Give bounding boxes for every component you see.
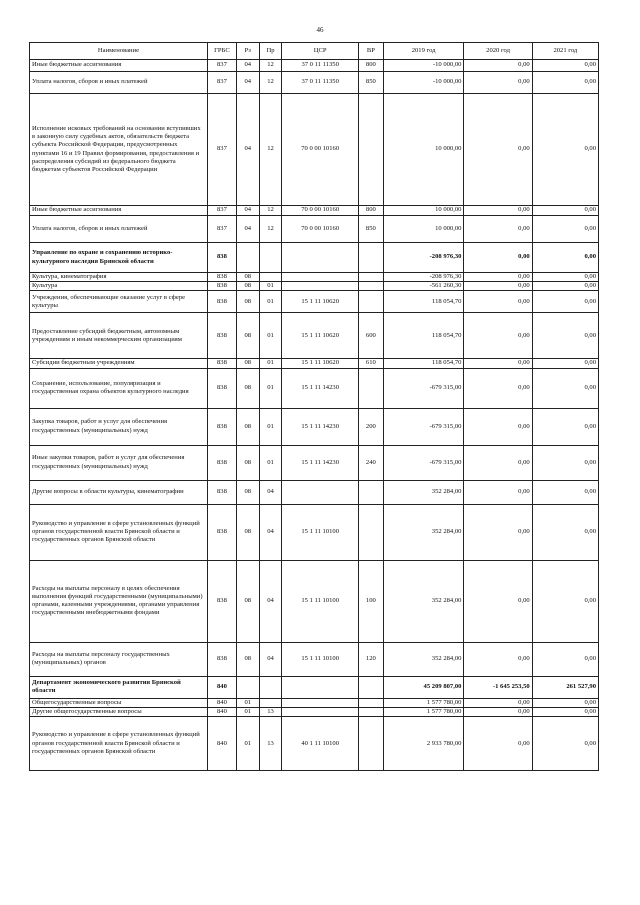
row-2019-cell: 1 577 780,00 xyxy=(383,698,464,707)
row-pr-cell: 01 xyxy=(259,359,282,368)
row-2021-cell: 0,00 xyxy=(532,445,598,480)
col-header-csr: ЦСР xyxy=(282,43,359,60)
row-2020-cell: 0,00 xyxy=(464,480,532,504)
row-rz-cell: 08 xyxy=(236,408,259,445)
row-pr-cell: 01 xyxy=(259,445,282,480)
row-2019-cell: 352 284,00 xyxy=(383,560,464,642)
row-rz-cell: 04 xyxy=(236,216,259,243)
row-name-cell: Другие общегосударственные вопросы xyxy=(30,707,208,716)
row-name-cell: Закупка товаров, работ и услуг для обеспечения государственных (муниципальных) нужд xyxy=(30,408,208,445)
row-rz-cell: 01 xyxy=(236,717,259,771)
row-name-cell: Расходы на выплаты персоналу государственных (муниципальных) органов xyxy=(30,642,208,676)
table-header-row xyxy=(30,43,599,60)
row-2019-cell: 10 000,00 xyxy=(383,94,464,206)
row-rz-cell xyxy=(236,243,259,273)
row-2021-cell: 0,00 xyxy=(532,273,598,282)
row-2019-cell: 118 054,70 xyxy=(383,359,464,368)
row-rz-cell: 08 xyxy=(236,368,259,408)
row-pr-cell: 13 xyxy=(259,707,282,716)
row-csr-cell: 15 1 11 10620 xyxy=(282,359,359,368)
row-2020-cell: 0,00 xyxy=(464,282,532,291)
row-pr-cell: 01 xyxy=(259,368,282,408)
row-name-cell: Руководство и управление в сфере установленных функций органов государственной власти Брянской области и государственных органов Брянской области xyxy=(30,717,208,771)
row-2019-cell: 352 284,00 xyxy=(383,642,464,676)
row-name-cell: Управление по охране и сохранению историко-культурного наследия Брянской области xyxy=(30,243,208,273)
row-2020-cell: 0,00 xyxy=(464,560,532,642)
row-pr-cell: 01 xyxy=(259,282,282,291)
row-name-cell: Иные бюджетные ассигнования xyxy=(30,206,208,216)
row-2021-cell: 0,00 xyxy=(532,94,598,206)
row-name-cell: Учреждения, обеспечивающие оказание услуг в сфере культуры xyxy=(30,291,208,313)
row-csr-cell xyxy=(282,282,359,291)
row-name-cell: Культура, кинематография xyxy=(30,273,208,282)
row-2019-cell: -10 000,00 xyxy=(383,60,464,72)
row-csr-cell xyxy=(282,676,359,698)
row-pr-cell: 13 xyxy=(259,717,282,771)
row-2020-cell: 0,00 xyxy=(464,698,532,707)
table-row xyxy=(30,642,599,676)
row-csr-cell: 15 1 11 10100 xyxy=(282,504,359,560)
row-2020-cell: 0,00 xyxy=(464,445,532,480)
row-grbs-cell: 837 xyxy=(207,206,236,216)
row-2019-cell: 118 054,70 xyxy=(383,313,464,359)
row-pr-cell xyxy=(259,698,282,707)
row-2021-cell: 0,00 xyxy=(532,72,598,94)
row-pr-cell: 12 xyxy=(259,206,282,216)
table-row xyxy=(30,282,599,291)
row-pr-cell: 01 xyxy=(259,313,282,359)
row-grbs-cell: 837 xyxy=(207,216,236,243)
table-row xyxy=(30,72,599,94)
row-name-cell: Культура xyxy=(30,282,208,291)
row-2021-cell: 0,00 xyxy=(532,480,598,504)
row-csr-cell: 37 0 11 11350 xyxy=(282,60,359,72)
row-rz-cell xyxy=(236,676,259,698)
table-row xyxy=(30,408,599,445)
row-csr-cell xyxy=(282,243,359,273)
table-row xyxy=(30,560,599,642)
row-pr-cell xyxy=(259,273,282,282)
row-2020-cell: 0,00 xyxy=(464,94,532,206)
row-name-cell: Исполнение исковых требований на основании вступивших в законную силу судебных актов, обязательств бюджета субъекта Российской Федерации, предусмотренных пунктами 16 и 19 Правил формирования, предоставления и распределения субсидий из федерального бюджета бюджетам субъектов Российской Федерации xyxy=(30,94,208,206)
table-row xyxy=(30,206,599,216)
table-row xyxy=(30,480,599,504)
row-2019-cell: -208 976,30 xyxy=(383,273,464,282)
row-pr-cell: 01 xyxy=(259,291,282,313)
row-rz-cell: 08 xyxy=(236,445,259,480)
table-row xyxy=(30,291,599,313)
row-vr-cell: 850 xyxy=(358,216,383,243)
row-rz-cell: 08 xyxy=(236,642,259,676)
col-header-vr: ВР xyxy=(358,43,383,60)
col-header-2020: 2020 год xyxy=(464,43,532,60)
row-vr-cell: 100 xyxy=(358,560,383,642)
row-2019-cell: 118 054,70 xyxy=(383,291,464,313)
budget-table xyxy=(29,42,599,771)
table-row xyxy=(30,243,599,273)
row-grbs-cell: 838 xyxy=(207,408,236,445)
row-csr-cell: 37 0 11 11350 xyxy=(282,72,359,94)
row-vr-cell: 850 xyxy=(358,72,383,94)
row-2020-cell: 0,00 xyxy=(464,359,532,368)
row-vr-cell: 800 xyxy=(358,60,383,72)
row-vr-cell xyxy=(358,368,383,408)
row-2019-cell: -679 315,00 xyxy=(383,408,464,445)
row-name-cell: Сохранение, использование, популяризация и государственная охрана объектов культурного наследия xyxy=(30,368,208,408)
row-2019-cell: -679 315,00 xyxy=(383,445,464,480)
row-2021-cell: 0,00 xyxy=(532,313,598,359)
row-2019-cell: 352 284,00 xyxy=(383,504,464,560)
row-2021-cell: 0,00 xyxy=(532,282,598,291)
row-csr-cell: 15 1 11 14230 xyxy=(282,408,359,445)
row-name-cell: Уплата налогов, сборов и иных платежей xyxy=(30,216,208,243)
page-number: 46 xyxy=(316,26,324,34)
row-csr-cell: 15 1 11 14230 xyxy=(282,445,359,480)
col-header-grbs: ГРБС xyxy=(207,43,236,60)
row-pr-cell xyxy=(259,243,282,273)
row-vr-cell: 240 xyxy=(358,445,383,480)
row-vr-cell: 610 xyxy=(358,359,383,368)
row-2019-cell: -208 976,30 xyxy=(383,243,464,273)
table-row xyxy=(30,707,599,716)
row-rz-cell: 08 xyxy=(236,359,259,368)
row-vr-cell xyxy=(358,94,383,206)
row-grbs-cell: 838 xyxy=(207,480,236,504)
row-name-cell: Департамент экономического развития Брянской области xyxy=(30,676,208,698)
row-csr-cell: 70 0 00 10160 xyxy=(282,216,359,243)
row-pr-cell: 12 xyxy=(259,94,282,206)
row-name-cell: Расходы на выплаты персоналу в целях обеспечения выполнения функций государственными (муниципальными) органами, казенными учреждениями, органами управления государственными внебюджетными фондами xyxy=(30,560,208,642)
row-rz-cell: 08 xyxy=(236,273,259,282)
row-2020-cell: 0,00 xyxy=(464,707,532,716)
row-grbs-cell: 838 xyxy=(207,291,236,313)
row-2020-cell: 0,00 xyxy=(464,206,532,216)
table-body xyxy=(30,60,599,771)
row-2020-cell: 0,00 xyxy=(464,216,532,243)
row-csr-cell: 15 1 11 10100 xyxy=(282,642,359,676)
row-2019-cell: -10 000,00 xyxy=(383,72,464,94)
row-vr-cell xyxy=(358,717,383,771)
row-2021-cell: 0,00 xyxy=(532,368,598,408)
row-rz-cell: 08 xyxy=(236,560,259,642)
row-csr-cell xyxy=(282,480,359,504)
row-grbs-cell: 837 xyxy=(207,60,236,72)
row-name-cell: Субсидии бюджетным учреждениям xyxy=(30,359,208,368)
row-2021-cell: 0,00 xyxy=(532,642,598,676)
row-pr-cell: 04 xyxy=(259,480,282,504)
row-name-cell: Иные закупки товаров, работ и услуг для обеспечения государственных (муниципальных) нужд xyxy=(30,445,208,480)
row-pr-cell: 04 xyxy=(259,504,282,560)
table-row xyxy=(30,504,599,560)
row-vr-cell xyxy=(358,676,383,698)
col-header-name: Наименование xyxy=(30,43,208,60)
row-vr-cell xyxy=(358,698,383,707)
row-name-cell: Руководство и управление в сфере установленных функций органов государственной власти Брянской области и государственных органов Брянской области xyxy=(30,504,208,560)
row-2019-cell: -561 260,30 xyxy=(383,282,464,291)
row-2019-cell: 2 933 780,00 xyxy=(383,717,464,771)
row-csr-cell: 70 0 00 10160 xyxy=(282,206,359,216)
row-grbs-cell: 838 xyxy=(207,504,236,560)
row-2020-cell: 0,00 xyxy=(464,291,532,313)
row-grbs-cell: 838 xyxy=(207,273,236,282)
row-vr-cell xyxy=(358,291,383,313)
row-2021-cell: 0,00 xyxy=(532,216,598,243)
row-2021-cell: 0,00 xyxy=(532,359,598,368)
row-2021-cell: 0,00 xyxy=(532,60,598,72)
row-grbs-cell: 840 xyxy=(207,717,236,771)
row-grbs-cell: 840 xyxy=(207,676,236,698)
table-row xyxy=(30,94,599,206)
row-2021-cell: 0,00 xyxy=(532,698,598,707)
table-row xyxy=(30,313,599,359)
row-vr-cell: 800 xyxy=(358,206,383,216)
row-2020-cell: -1 645 253,50 xyxy=(464,676,532,698)
row-grbs-cell: 838 xyxy=(207,368,236,408)
row-csr-cell: 15 1 11 10100 xyxy=(282,560,359,642)
row-grbs-cell: 838 xyxy=(207,445,236,480)
row-2020-cell: 0,00 xyxy=(464,313,532,359)
row-grbs-cell: 838 xyxy=(207,359,236,368)
row-name-cell: Уплата налогов, сборов и иных платежей xyxy=(30,72,208,94)
row-pr-cell: 12 xyxy=(259,216,282,243)
row-2019-cell: 10 000,00 xyxy=(383,206,464,216)
row-csr-cell: 70 0 00 10160 xyxy=(282,94,359,206)
row-name-cell: Предоставление субсидий бюджетным, автономным учреждениям и иным некоммерческим организациям xyxy=(30,313,208,359)
row-rz-cell: 08 xyxy=(236,504,259,560)
row-vr-cell xyxy=(358,707,383,716)
row-vr-cell xyxy=(358,282,383,291)
row-2021-cell: 0,00 xyxy=(532,243,598,273)
row-vr-cell: 600 xyxy=(358,313,383,359)
row-vr-cell xyxy=(358,243,383,273)
row-2020-cell: 0,00 xyxy=(464,243,532,273)
col-header-pr: Пр xyxy=(259,43,282,60)
row-pr-cell: 12 xyxy=(259,72,282,94)
row-vr-cell xyxy=(358,504,383,560)
table-row xyxy=(30,717,599,771)
row-2019-cell: 352 284,00 xyxy=(383,480,464,504)
row-csr-cell: 15 1 11 10620 xyxy=(282,313,359,359)
row-rz-cell: 01 xyxy=(236,707,259,716)
row-pr-cell: 04 xyxy=(259,642,282,676)
row-grbs-cell: 838 xyxy=(207,282,236,291)
table-row xyxy=(30,676,599,698)
row-csr-cell: 15 1 11 10620 xyxy=(282,291,359,313)
table-row xyxy=(30,359,599,368)
row-2021-cell: 0,00 xyxy=(532,504,598,560)
row-rz-cell: 01 xyxy=(236,698,259,707)
row-grbs-cell: 837 xyxy=(207,94,236,206)
row-name-cell: Другие вопросы в области культуры, кинематографии xyxy=(30,480,208,504)
row-2021-cell: 0,00 xyxy=(532,707,598,716)
table-row xyxy=(30,368,599,408)
row-rz-cell: 04 xyxy=(236,72,259,94)
row-vr-cell xyxy=(358,273,383,282)
row-pr-cell: 04 xyxy=(259,560,282,642)
row-name-cell: Иные бюджетные ассигнования xyxy=(30,60,208,72)
row-2021-cell: 0,00 xyxy=(532,560,598,642)
row-rz-cell: 04 xyxy=(236,60,259,72)
row-pr-cell: 01 xyxy=(259,408,282,445)
row-rz-cell: 08 xyxy=(236,291,259,313)
row-vr-cell xyxy=(358,480,383,504)
row-2020-cell: 0,00 xyxy=(464,642,532,676)
row-2019-cell: -679 315,00 xyxy=(383,368,464,408)
row-vr-cell: 120 xyxy=(358,642,383,676)
row-2020-cell: 0,00 xyxy=(464,717,532,771)
col-header-2021: 2021 год xyxy=(532,43,598,60)
row-rz-cell: 08 xyxy=(236,313,259,359)
table-row xyxy=(30,60,599,72)
row-2020-cell: 0,00 xyxy=(464,273,532,282)
row-csr-cell: 40 1 11 10100 xyxy=(282,717,359,771)
row-2019-cell: 10 000,00 xyxy=(383,216,464,243)
row-2021-cell: 0,00 xyxy=(532,408,598,445)
table-row xyxy=(30,445,599,480)
row-vr-cell: 200 xyxy=(358,408,383,445)
row-2020-cell: 0,00 xyxy=(464,504,532,560)
row-2019-cell: 45 209 807,00 xyxy=(383,676,464,698)
row-2019-cell: 1 577 780,00 xyxy=(383,707,464,716)
row-csr-cell xyxy=(282,707,359,716)
row-grbs-cell: 840 xyxy=(207,698,236,707)
table-row xyxy=(30,698,599,707)
row-2020-cell: 0,00 xyxy=(464,368,532,408)
row-2021-cell: 261 527,90 xyxy=(532,676,598,698)
table-row xyxy=(30,273,599,282)
row-csr-cell: 15 1 11 14230 xyxy=(282,368,359,408)
row-grbs-cell: 838 xyxy=(207,313,236,359)
row-2020-cell: 0,00 xyxy=(464,72,532,94)
row-grbs-cell: 838 xyxy=(207,642,236,676)
col-header-rz: Рз xyxy=(236,43,259,60)
row-2020-cell: 0,00 xyxy=(464,408,532,445)
row-csr-cell xyxy=(282,273,359,282)
row-grbs-cell: 838 xyxy=(207,560,236,642)
row-name-cell: Общегосударственные вопросы xyxy=(30,698,208,707)
table-row xyxy=(30,216,599,243)
row-pr-cell xyxy=(259,676,282,698)
row-grbs-cell: 838 xyxy=(207,243,236,273)
row-2020-cell: 0,00 xyxy=(464,60,532,72)
row-grbs-cell: 840 xyxy=(207,707,236,716)
row-rz-cell: 08 xyxy=(236,480,259,504)
row-grbs-cell: 837 xyxy=(207,72,236,94)
row-rz-cell: 04 xyxy=(236,206,259,216)
col-header-2019: 2019 год xyxy=(383,43,464,60)
row-2021-cell: 0,00 xyxy=(532,717,598,771)
row-csr-cell xyxy=(282,698,359,707)
row-2021-cell: 0,00 xyxy=(532,291,598,313)
row-rz-cell: 04 xyxy=(236,94,259,206)
row-pr-cell: 12 xyxy=(259,60,282,72)
row-2021-cell: 0,00 xyxy=(532,206,598,216)
row-rz-cell: 08 xyxy=(236,282,259,291)
